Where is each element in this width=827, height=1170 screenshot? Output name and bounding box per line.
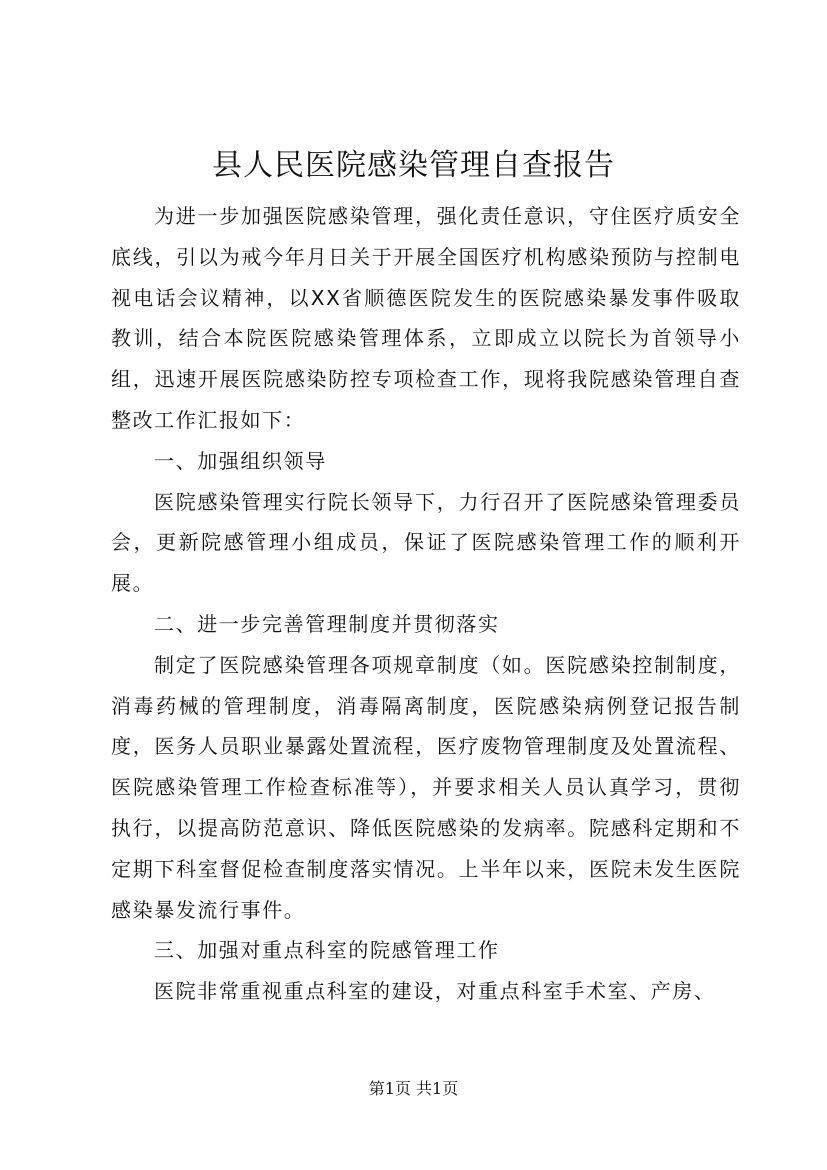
section-3-paragraph: 医院非常重视重点科室的建设，对重点科室手术室、产房、 [154, 979, 716, 1004]
section-heading-3: 三、加强对重点科室的院感管理工作 [154, 938, 500, 963]
page-footer: 第1页 共1页 [368, 1079, 459, 1098]
section-heading-1: 一、加强组织领导 [154, 448, 327, 473]
section-2-paragraph: 制定了医院感染管理各项规章制度（如。医院感染控制制度，消毒药械的管理制度，消毒隔离制度，医院感染病例登记报告制度，医务人员职业暴露处置流程，医疗废物管理制度及处置流程、医院感染管理工作检查标准等），并要求相关人员认真学习，贯彻执行，以提高防范意识、降低医院感染的发病率。院感科定期和不定期下科室督促检查制度落实情况。上半年以来，医院未发生医院感染暴发流行事件。 [111, 652, 741, 922]
section-1-paragraph: 医院感染管理实行院长领导下，力行召开了医院感染管理委员会，更新院感管理小组成员，保证了医院感染管理工作的顺利开展。 [111, 489, 741, 596]
section-heading-2: 二、进一步完善管理制度并贯彻落实 [154, 611, 500, 636]
intro-paragraph: 为进一步加强医院感染管理，强化责任意识，守住医疗质安全底线，引以为戒今年月日关于开展全国医疗机构感染预防与控制电视电话会议精神，以XX省顺德医院发生的医院感染暴发事件吸取教训，结合本院医院感染管理体系，立即成立以院长为首领导小组，迅速开展医院感染防控专项检查工作，现将我院感染管理自查整改工作汇报如下： [111, 204, 741, 432]
document-body [111, 196, 741, 1012]
page-title: 县人民医院感染管理自查报告 [212, 148, 615, 183]
